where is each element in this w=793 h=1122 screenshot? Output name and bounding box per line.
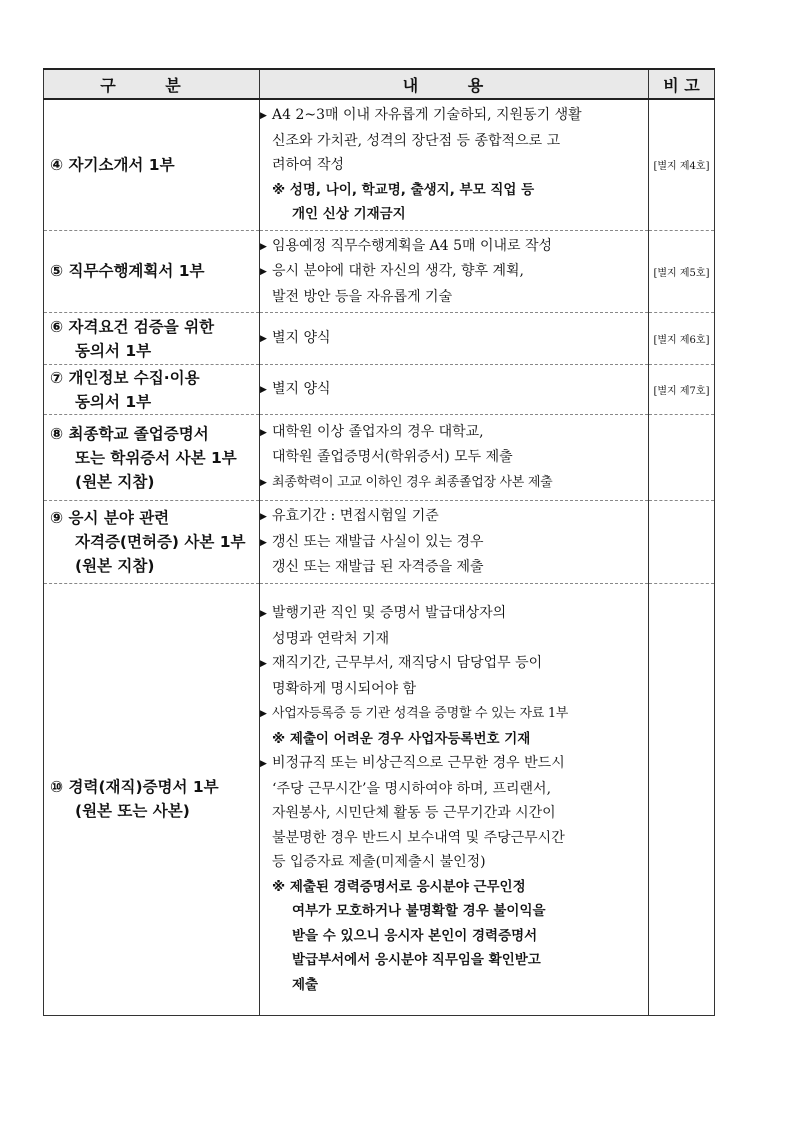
category-line: ⑩ 경력(재직)증명서 1부 bbox=[50, 778, 219, 796]
bullet-icon: ▶ bbox=[260, 384, 267, 395]
row-category bbox=[44, 230, 260, 313]
bullet-line bbox=[272, 285, 644, 310]
table-row bbox=[44, 501, 715, 584]
bullet-icon: ▶ bbox=[260, 333, 267, 344]
row-remark bbox=[649, 583, 715, 1015]
bullet-text: 최종학력이 고교 이하인 경우 최종졸업장 사본 제출 bbox=[272, 474, 553, 490]
row-category bbox=[44, 313, 260, 365]
bullet-text: 별지 양식 bbox=[272, 380, 331, 397]
bullet-text: A4 2~3매 이내 자유롭게 기술하되, 지원동기 생활 bbox=[272, 107, 582, 123]
bullet-line bbox=[260, 103, 644, 129]
bullet-text: 응시 분야에 대한 자신의 생각, 향후 계획, bbox=[272, 263, 524, 279]
bullet-icon: ▶ bbox=[260, 427, 267, 438]
category-line: ⑨ 응시 분야 관련 bbox=[50, 508, 170, 527]
bullet-line bbox=[272, 826, 644, 851]
document-table bbox=[43, 68, 715, 1016]
category-line: (원본 지참) bbox=[75, 472, 155, 491]
bullet-text: 려하여 작성 bbox=[272, 157, 345, 173]
category-line: ⑤ 직무수행계획서 1부 bbox=[50, 262, 205, 281]
category-line: ⑧ 최종학교 졸업증명서 bbox=[50, 424, 209, 443]
row-category bbox=[44, 99, 260, 230]
bullet-text: 갱신 또는 재발급 사실이 있는 경우 bbox=[272, 533, 484, 550]
table-row bbox=[44, 365, 715, 415]
bullet-text: 대학원 이상 졸업자의 경우 대학교, bbox=[272, 423, 484, 440]
bullet-line bbox=[272, 555, 644, 580]
bullet-icon: ▶ bbox=[260, 241, 267, 252]
category-line: 또는 학위증서 사본 1부 bbox=[75, 448, 237, 467]
category-line: 동의서 1부 bbox=[75, 341, 152, 360]
header-category: 구 분 bbox=[44, 69, 260, 99]
row-remark: [별지 제5호] bbox=[649, 230, 715, 313]
note-line: 개인 신상 기재금지 bbox=[292, 206, 406, 222]
bullet-line bbox=[272, 445, 644, 470]
bullet-line bbox=[260, 326, 644, 352]
category-line: 자격증(면허증) 사본 1부 bbox=[75, 532, 246, 551]
bullet-text: 성명과 연락처 기재 bbox=[272, 630, 390, 647]
bullet-text: 불분명한 경우 반드시 보수내역 및 주당근무시간 bbox=[272, 829, 565, 846]
row-remark bbox=[649, 415, 715, 501]
table-row bbox=[44, 99, 715, 230]
category-line: ⑦ 개인정보 수집·이용 bbox=[50, 368, 200, 387]
bullet-icon: ▶ bbox=[260, 537, 267, 548]
row-remark: [별지 제6호] bbox=[649, 313, 715, 365]
bullet-line bbox=[260, 470, 644, 496]
bullet-icon: ▶ bbox=[260, 759, 267, 769]
note-line: 발급부서에서 응시분야 직무임을 확인받고 bbox=[292, 952, 541, 968]
bullet-text: 임용예정 직무수행계획을 A4 5매 이내로 작성 bbox=[272, 237, 553, 254]
bullet-text: 비정규직 또는 비상근직으로 근무한 경우 반드시 bbox=[272, 755, 565, 771]
category-line: 동의서 1부 bbox=[75, 392, 152, 411]
bullet-icon: ▶ bbox=[260, 111, 267, 121]
row-remark: [별지 제4호] bbox=[649, 99, 715, 230]
table-row bbox=[44, 313, 715, 365]
bullet-text: 유효기간 : 면접시험일 기준 bbox=[272, 508, 439, 524]
bullet-text: 사업자등록증 등 기관 성격을 증명할 수 있는 자료 1부 bbox=[272, 706, 569, 721]
bullet-icon: ▶ bbox=[260, 659, 267, 669]
bullet-line bbox=[260, 651, 644, 677]
bullet-icon: ▶ bbox=[260, 267, 267, 277]
bullet-text: 재직기간, 근무부서, 재직당시 담당업무 등이 bbox=[272, 655, 543, 671]
bullet-text: 발전 방안 등을 자유롭게 기술 bbox=[272, 288, 453, 305]
category-line: ④ 자기소개서 1부 bbox=[50, 155, 175, 174]
bullet-text: 대학원 졸업증명서(학위증서) 모두 제출 bbox=[272, 449, 513, 466]
bullet-text: ‘주당 근무시간’을 명시하여야 하며, 프리랜서, bbox=[272, 780, 552, 797]
row-content bbox=[260, 583, 649, 1015]
bullet-line bbox=[272, 850, 644, 875]
category-line: (원본 지참) bbox=[75, 556, 155, 575]
bullet-text: 갱신 또는 재발급 된 자격증을 제출 bbox=[272, 559, 484, 575]
bullet-text: 명확하게 명시되어야 함 bbox=[272, 680, 417, 697]
row-category bbox=[44, 415, 260, 501]
bullet-line bbox=[272, 677, 644, 702]
bullet-icon: ▶ bbox=[260, 609, 267, 619]
bullet-line bbox=[260, 234, 644, 260]
note-line: 여부가 모호하거나 불명확할 경우 불이익을 bbox=[292, 903, 546, 919]
bullet-line bbox=[260, 751, 644, 777]
table-row bbox=[44, 583, 715, 1015]
note-line: 받을 수 있으니 응시자 본인이 경력증명서 bbox=[292, 927, 538, 944]
bullet-line bbox=[272, 153, 644, 178]
row-content bbox=[260, 365, 649, 415]
bullet-line bbox=[272, 777, 644, 802]
bullet-line bbox=[260, 420, 644, 446]
header-remark: 비 고 bbox=[649, 69, 715, 99]
row-content bbox=[260, 313, 649, 365]
row-category bbox=[44, 501, 260, 584]
bullet-icon: ▶ bbox=[260, 477, 267, 488]
row-content bbox=[260, 99, 649, 230]
bullet-line bbox=[260, 504, 644, 530]
note-line: 제출 bbox=[292, 976, 319, 993]
header-content: 내 용 bbox=[260, 69, 649, 99]
category-line: (원본 또는 사본) bbox=[75, 802, 190, 820]
row-category bbox=[44, 583, 260, 1015]
bullet-line bbox=[260, 259, 644, 285]
bullet-line bbox=[260, 601, 644, 627]
row-content bbox=[260, 415, 649, 501]
bullet-icon: ▶ bbox=[260, 512, 267, 522]
row-content bbox=[260, 230, 649, 313]
bullet-text: 발행기관 직인 및 증명서 발급대상자의 bbox=[272, 605, 507, 621]
note-line: ※ 성명, 나이, 학교명, 출생지, 부모 직업 등 bbox=[272, 181, 535, 198]
table-row bbox=[44, 230, 715, 313]
note-line: ※ 제출된 경력증명서로 응시분야 근무인정 bbox=[272, 878, 526, 895]
bullet-line bbox=[272, 627, 644, 652]
row-remark bbox=[649, 501, 715, 584]
bullet-line bbox=[260, 530, 644, 556]
bullet-icon: ▶ bbox=[260, 709, 267, 719]
row-content bbox=[260, 501, 649, 584]
category-line: ⑥ 자격요건 검증을 위한 bbox=[50, 317, 215, 336]
note-line: ※ 제출이 어려운 경우 사업자등록번호 기재 bbox=[272, 730, 531, 747]
bullet-line bbox=[260, 377, 644, 403]
row-category bbox=[44, 365, 260, 415]
bullet-text: 자원봉사, 시민단체 활동 등 근무기간과 시간이 bbox=[272, 805, 556, 821]
bullet-text: 별지 양식 bbox=[272, 329, 331, 346]
bullet-line bbox=[272, 129, 644, 154]
bullet-text: 등 입증자료 제출(미제출시 불인정) bbox=[272, 854, 486, 870]
row-remark: [별지 제7호] bbox=[649, 365, 715, 415]
bullet-line bbox=[260, 701, 644, 727]
bullet-text: 신조와 가치관, 성격의 장단점 등 종합적으로 고 bbox=[272, 132, 561, 149]
bullet-line bbox=[272, 801, 644, 826]
table-row bbox=[44, 415, 715, 501]
table-header-row bbox=[44, 69, 715, 99]
